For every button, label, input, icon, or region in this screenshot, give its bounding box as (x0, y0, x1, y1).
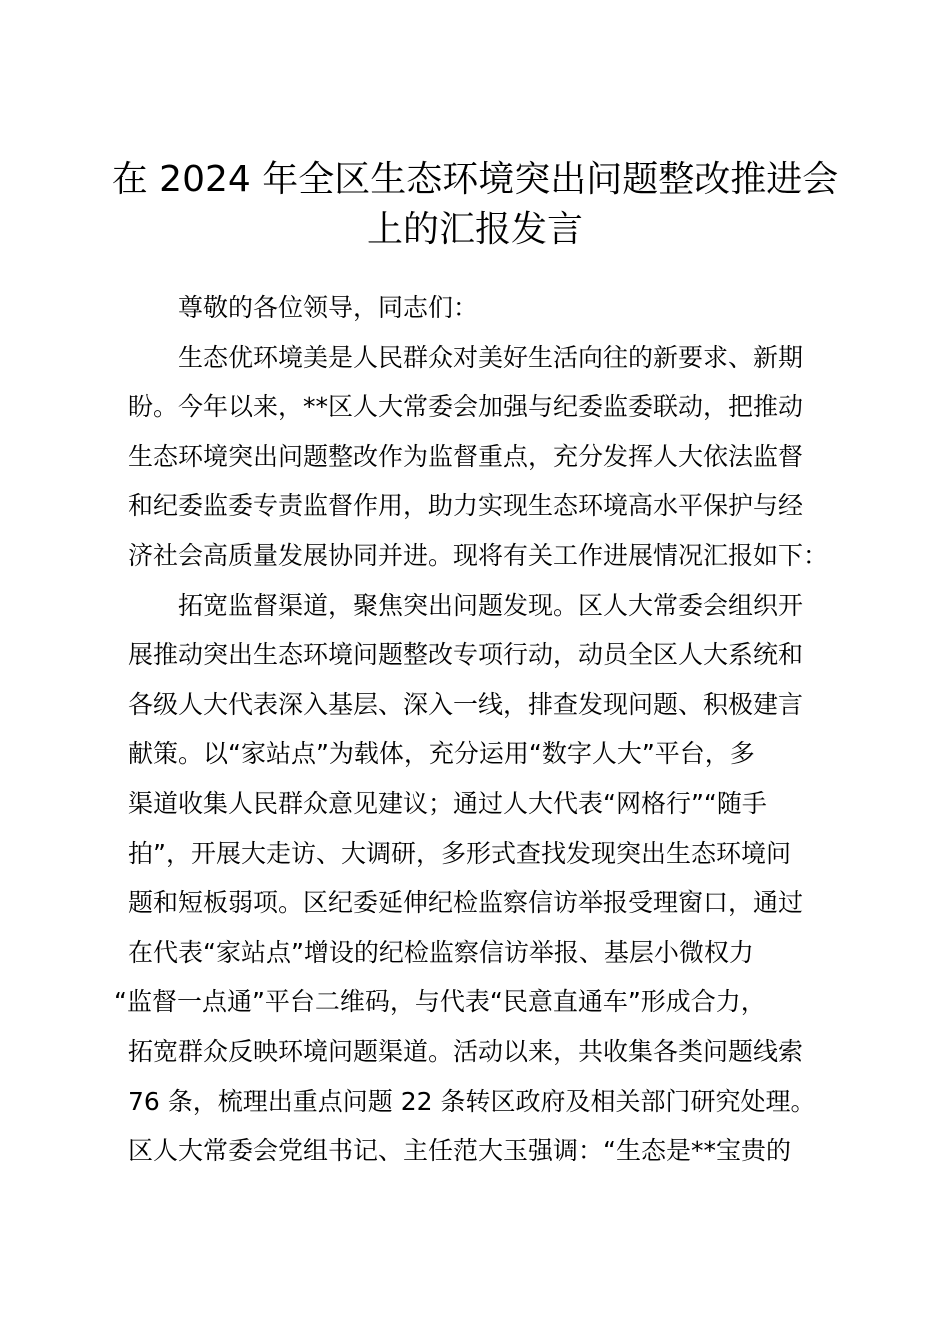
document-body (114, 283, 829, 1176)
paragraph-line: 盼。今年以来，**区人大常委会加强与纪委监委联动，把推动 (128, 392, 804, 422)
paragraph-line: 各级人大代表深入基层、深入一线，排查发现问题、积极建言 (128, 689, 804, 719)
document-title (100, 155, 850, 255)
paragraph-line: 生态环境突出问题整改作为监督重点，充分发挥人大依法监督 (128, 441, 804, 471)
paragraph-line: 和纪委监委专责监督作用，助力实现生态环境高水平保护与经 (128, 491, 804, 521)
paragraph-line: 生态优环境美是人民群众对美好生活向往的新要求、新期 (178, 342, 804, 372)
title-line-1: 在 2024 年全区生态环境突出问题整改推进会 (111, 159, 839, 200)
paragraph-line: 展推动突出生态环境问题整改专项行动，动员全区人大系统和 (128, 640, 804, 670)
paragraph-line: 题和短板弱项。区纪委延伸纪检监察信访举报受理窗口，通过 (128, 888, 804, 918)
paragraph-line: 拓宽群众反映环境问题渠道。活动以来，共收集各类问题线索 (128, 1036, 804, 1066)
paragraph-line: 76 条，梳理出重点问题 22 条转区政府及相关部门研究处理。 (128, 1086, 816, 1116)
paragraph-line: 渠道收集人民群众意见建议；通过人大代表“网格行”“随手 (128, 788, 767, 818)
paragraph-line: 拓宽监督渠道，聚焦突出问题发现。区人大常委会组织开 (178, 590, 804, 620)
paragraph-line: “监督一点通”平台二维码，与代表“民意直通车”形成合力， (114, 987, 766, 1017)
salutation: 尊敬的各位领导，同志们： (178, 293, 479, 322)
title-line-2: 上的汇报发言 (366, 209, 583, 250)
paragraph-line: 献策。以“家站点”为载体，充分运用“数字人大”平台，多 (128, 739, 755, 769)
paragraph-line: 拍”，开展大走访、大调研，多形式查找发现突出生态环境问 (128, 838, 791, 868)
paragraph-line: 区人大常委会党组书记、主任范大玉强调：“生态是**宝贵的 (128, 1136, 791, 1166)
paragraph-line: 济社会高质量发展协同并进。现将有关工作进展情况汇报如下： (128, 540, 829, 570)
paragraph-line: 在代表“家站点”增设的纪检监察信访举报、基层小微权力 (128, 937, 754, 967)
